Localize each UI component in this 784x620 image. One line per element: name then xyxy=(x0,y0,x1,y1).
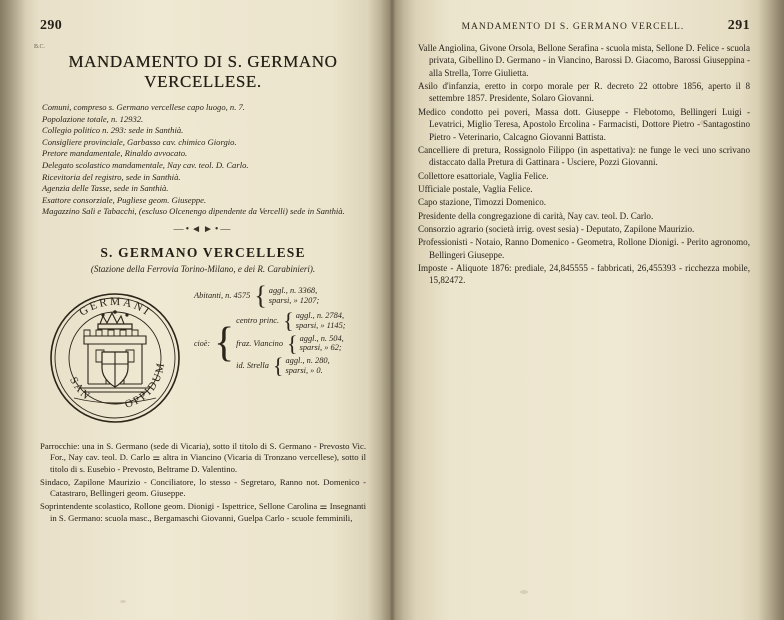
brace-strella: { xyxy=(272,352,284,378)
population-rows xyxy=(236,308,346,378)
left-page-header xyxy=(40,18,366,34)
left-entries xyxy=(40,441,366,524)
comune-subtitle: (Stazione della Ferrovia Torino-Milano, e dei R. Carabinieri). xyxy=(90,263,316,274)
svg-text:GERMANI: GERMANI xyxy=(77,295,153,319)
note-line-3: Consigliere provinciale, Garbasso cav. chimico Giorgio. xyxy=(42,136,237,147)
right-page xyxy=(392,0,784,620)
brace-total: { xyxy=(254,280,267,310)
brace-viancino: { xyxy=(287,330,298,356)
population-total-row xyxy=(194,280,366,310)
entry-asilo-infanzia: Asilo d'infanzia, eretto in corpo morale per R. decreto 22 ottobre 1856, aperto il 8 settembre 1857. Presidente, Solaro Giovanni. xyxy=(418,81,750,104)
entry-collettore-esattoriale: Collettore esattoriale, Vaglia Felice. xyxy=(418,170,549,181)
entry-scuole-femminili-cont: Valle Angiolina, Givone Orsola, Bellone Serafina - scuola mista, Sellone D. Felice - scuola privata, Gibellino D. Germano - in Viancino, Barossi D. Giacomo, Barossi Giuseppina - alla Strella, Torre Giulietta. xyxy=(418,43,750,78)
strella-scattered: sparsi, » 0. xyxy=(285,365,323,375)
note-line-1: Popolazione totale, n. 12932. xyxy=(42,113,144,124)
population-row-viancino-values xyxy=(300,334,344,353)
note-line-4: Pretore mandamentale, Rinaldo avvocato. xyxy=(42,148,188,159)
seal-and-population xyxy=(40,280,366,435)
population-row-centro xyxy=(236,308,346,334)
strella-agglomerated: aggl., n. 280, xyxy=(285,355,330,365)
svg-text:OPPIDUM: OPPIDUM xyxy=(123,360,168,411)
viancino-agglomerated: aggl., n. 504, xyxy=(299,333,344,343)
viancino-scattered: sparsi, » 62; xyxy=(299,343,342,353)
mandamento-title: MANDAMENTO DI S. GERMANO VERCELLESE. xyxy=(68,52,338,91)
entry-capo-stazione: Capo stazione, Timozzi Domenico. xyxy=(418,197,547,208)
centro-scattered: sparsi, » 1145; xyxy=(295,320,346,330)
note-line-2: Collegio politico n. 293: sede in Santhià. xyxy=(42,125,184,136)
entry-medico-condotto: Medico condotto pei poveri, Massa dott. Giuseppe - Flebotomo, Bellingeri Luigi - Levatrici, Miglio Teresa, Apostolo Ercolina - Farmacisti, Dottore Pietro - Santagostino Pietro - Veterinario, Calcagno Giovanni Battista. xyxy=(418,106,750,142)
population-row-viancino-label: fraz. Viancino xyxy=(236,338,284,348)
entry-consorzio-agrario: Consorzio agrario (società irrig. ovest sesia) - Deputato, Zapilone Maurizio. xyxy=(418,224,695,235)
library-stamp: B.C. xyxy=(34,44,46,50)
population-row-strella-values xyxy=(285,356,329,375)
population-breakdown xyxy=(194,308,366,378)
population-row-strella-label: id. Strella xyxy=(236,361,269,371)
comune-title: S. GERMANO VERCELLESE xyxy=(100,244,306,260)
population-row-strella xyxy=(236,352,345,378)
cioe-label: cioè: xyxy=(194,339,210,349)
coat-of-arms-svg xyxy=(40,280,190,435)
entry-professionisti: Professionisti - Notaio, Ranno Domenico - Geometra, Rollone Dionigi. - Perito agronomo, Bellingeri Giuseppe. xyxy=(418,237,750,260)
entry-cancelliere-pretura: Cancelliere di pretura, Rossignolo Filippo (in aspettativa): ne funge le veci uno scrivano distaccato dalla Pretura di Gattinara - Usciere, Pozzi Giovanni. xyxy=(418,144,750,168)
note-line-8: Esattore consorziale, Pugliese geom. Giuseppe. xyxy=(42,194,207,205)
note-line-7: Agenzia delle Tasse, sede in Santhià. xyxy=(42,183,169,194)
entry-congregazione-carita: Presidente della congregazione di carità, Nay cav. teol. D. Carlo. xyxy=(418,210,654,221)
svg-text:SAN: SAN xyxy=(67,375,94,404)
note-line-0: Comuni, compreso s. Germano vercellese capo luogo, n. 7. xyxy=(42,102,245,112)
mandamento-notes xyxy=(42,102,366,218)
brace-breakdown: { xyxy=(214,320,235,367)
population-total-scattered: sparsi, » 1207; xyxy=(268,295,320,305)
ornament-divider: —•◄►•— xyxy=(173,223,233,235)
population-row-viancino xyxy=(236,330,345,356)
running-head: MANDAMENTO DI S. GERMANO VERCELL. xyxy=(461,22,685,32)
entry-ufficiale-postale: Ufficiale postale, Vaglia Felice. xyxy=(418,183,533,194)
note-line-5: Delegato scolastico mandamentale, Nay cav. teol. D. Carlo. xyxy=(42,159,249,170)
folio-number-right: 291 xyxy=(727,18,750,33)
population-block xyxy=(194,280,366,376)
entry-imposte: Imposte - Aliquote 1876: prediale, 24,845555 - fabbricati, 26,455393 - ricchezza mobile, 15,82472. xyxy=(418,263,750,286)
centro-agglomerated: aggl., n. 2784, xyxy=(295,311,345,321)
population-total-values xyxy=(269,286,320,305)
folio-number-left: 290 xyxy=(40,18,63,33)
entry-parrocchie: Parrocchie: una in S. Germano (sede di Vicaria), sotto il titolo di S. Germano - Prevosto Vic. For., Nay cav. teol. D. Carlo ⚌ altra in Viancino (Vicaria di Tronzano vercellese), sotto il titolo di s. Eusebio - Prevosto, Beltrame D. Valentino. xyxy=(40,440,366,474)
right-page-header xyxy=(418,18,750,34)
population-total-label: Abitanti, n. 4575 xyxy=(194,291,251,301)
population-row-centro-label: centro princ. xyxy=(236,316,280,326)
population-row-centro-values xyxy=(296,311,346,330)
note-line-9: Magazzino Sali e Tabacchi, (escluso Olcenengo dipendente da Vercelli) sede in Santhià. xyxy=(42,206,345,217)
entry-sindaco: Sindaco, Zapilone Maurizio - Conciliatore, lo stesso - Segretaro, Ranno not. Domenico - Catastraro, Bellingeri geom. Giuseppe. xyxy=(40,476,366,499)
right-entries xyxy=(418,42,750,287)
note-line-6: Ricevitoria del registro, sede in Santhià. xyxy=(42,171,181,182)
brace-centro: { xyxy=(283,308,294,334)
entry-soprintendente: Soprintendente scolastico, Rollone geom. Dionigi - Ispettrice, Sellone Carolina ⚌ Insegnanti in S. Germano: scuola masc., Bergamaschi Giovanni, Guelpa Carlo - scuole femminili, xyxy=(40,501,366,523)
coat-of-arms xyxy=(40,280,190,435)
population-total-agglomerated: aggl., n. 3368, xyxy=(268,285,318,295)
